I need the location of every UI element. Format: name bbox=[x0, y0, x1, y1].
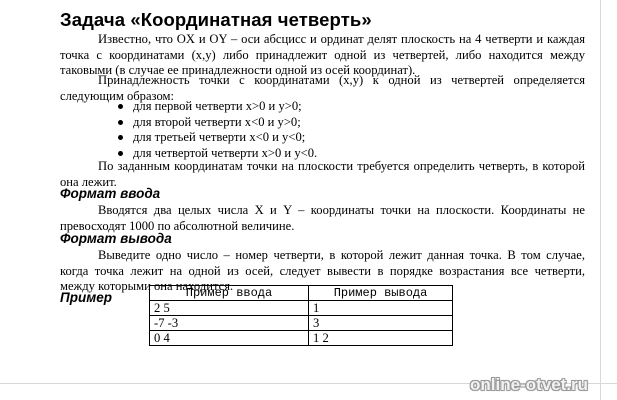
output-line-1: Выведите одно число – номер четверти, в которой лежит данная точка. В том случае, bbox=[98, 248, 585, 262]
intro-line-3: таковыми (в случае ее принадлежности одной из осей координат). bbox=[60, 63, 416, 77]
example-heading: Пример bbox=[60, 290, 112, 305]
list-item: для второй четверти x<0 и y>0; bbox=[118, 115, 317, 131]
table-row bbox=[150, 331, 453, 346]
input-format-paragraph bbox=[60, 203, 585, 234]
page-frame-right bbox=[600, 0, 601, 400]
output-format-heading: Формат вывода bbox=[60, 231, 172, 246]
task-line-1: По заданным координатам точки на плоскости требуется определить четверть, в которой bbox=[98, 159, 585, 173]
list-item: для третьей четверти x<0 и y<0; bbox=[118, 130, 317, 146]
rule-line-1: Принадлежность точки с координатами (x,y) к одной из четвертей определяется bbox=[98, 73, 585, 87]
problem-title: Задача «Координатная четверть» bbox=[60, 9, 372, 30]
input-line-1: Вводятся два целых числа X и Y – координаты точки на плоскости. Координаты не bbox=[98, 203, 585, 217]
list-item: для четвертой четверти x>0 и y<0. bbox=[118, 146, 317, 162]
table-row bbox=[150, 301, 453, 316]
intro-line-1: Известно, что OX и OY – оси абсцисс и ординат делят плоскость на 4 четверти и каждая bbox=[98, 32, 585, 46]
intro-paragraph bbox=[60, 32, 585, 79]
column-header-input: Пример ввода bbox=[150, 286, 309, 301]
rule-line-2: следующим образом: bbox=[60, 88, 174, 103]
output-cell: 1 bbox=[309, 301, 453, 316]
site-watermark: online-otvet.ru bbox=[470, 375, 589, 394]
quadrant-rule-list bbox=[118, 99, 317, 161]
input-cell: 0 4 bbox=[150, 331, 309, 346]
output-cell: 1 2 bbox=[309, 331, 453, 346]
output-cell: 3 bbox=[309, 316, 453, 331]
output-line-2: когда точка лежит на одной из осей, следует вывести в порядке возрастания все четверти, bbox=[60, 263, 585, 278]
input-cell: -7 -3 bbox=[150, 316, 309, 331]
task-line-2: она лежит. bbox=[60, 174, 117, 189]
table-header-row bbox=[150, 286, 453, 301]
example-table bbox=[149, 285, 453, 346]
input-cell: 2 5 bbox=[150, 301, 309, 316]
intro-line-2: точка с координатами (x,y) либо принадлежит одной из четвертей, либо находится между bbox=[60, 47, 585, 62]
list-item: для первой четверти x>0 и y>0; bbox=[118, 99, 317, 115]
output-line-3: между которыми она находится. bbox=[60, 279, 234, 293]
input-format-heading: Формат ввода bbox=[60, 186, 161, 201]
column-header-output: Пример вывода bbox=[309, 286, 453, 301]
input-line-2: превосходят 1000 по абсолютной величине. bbox=[60, 218, 295, 233]
table-row bbox=[150, 316, 453, 331]
